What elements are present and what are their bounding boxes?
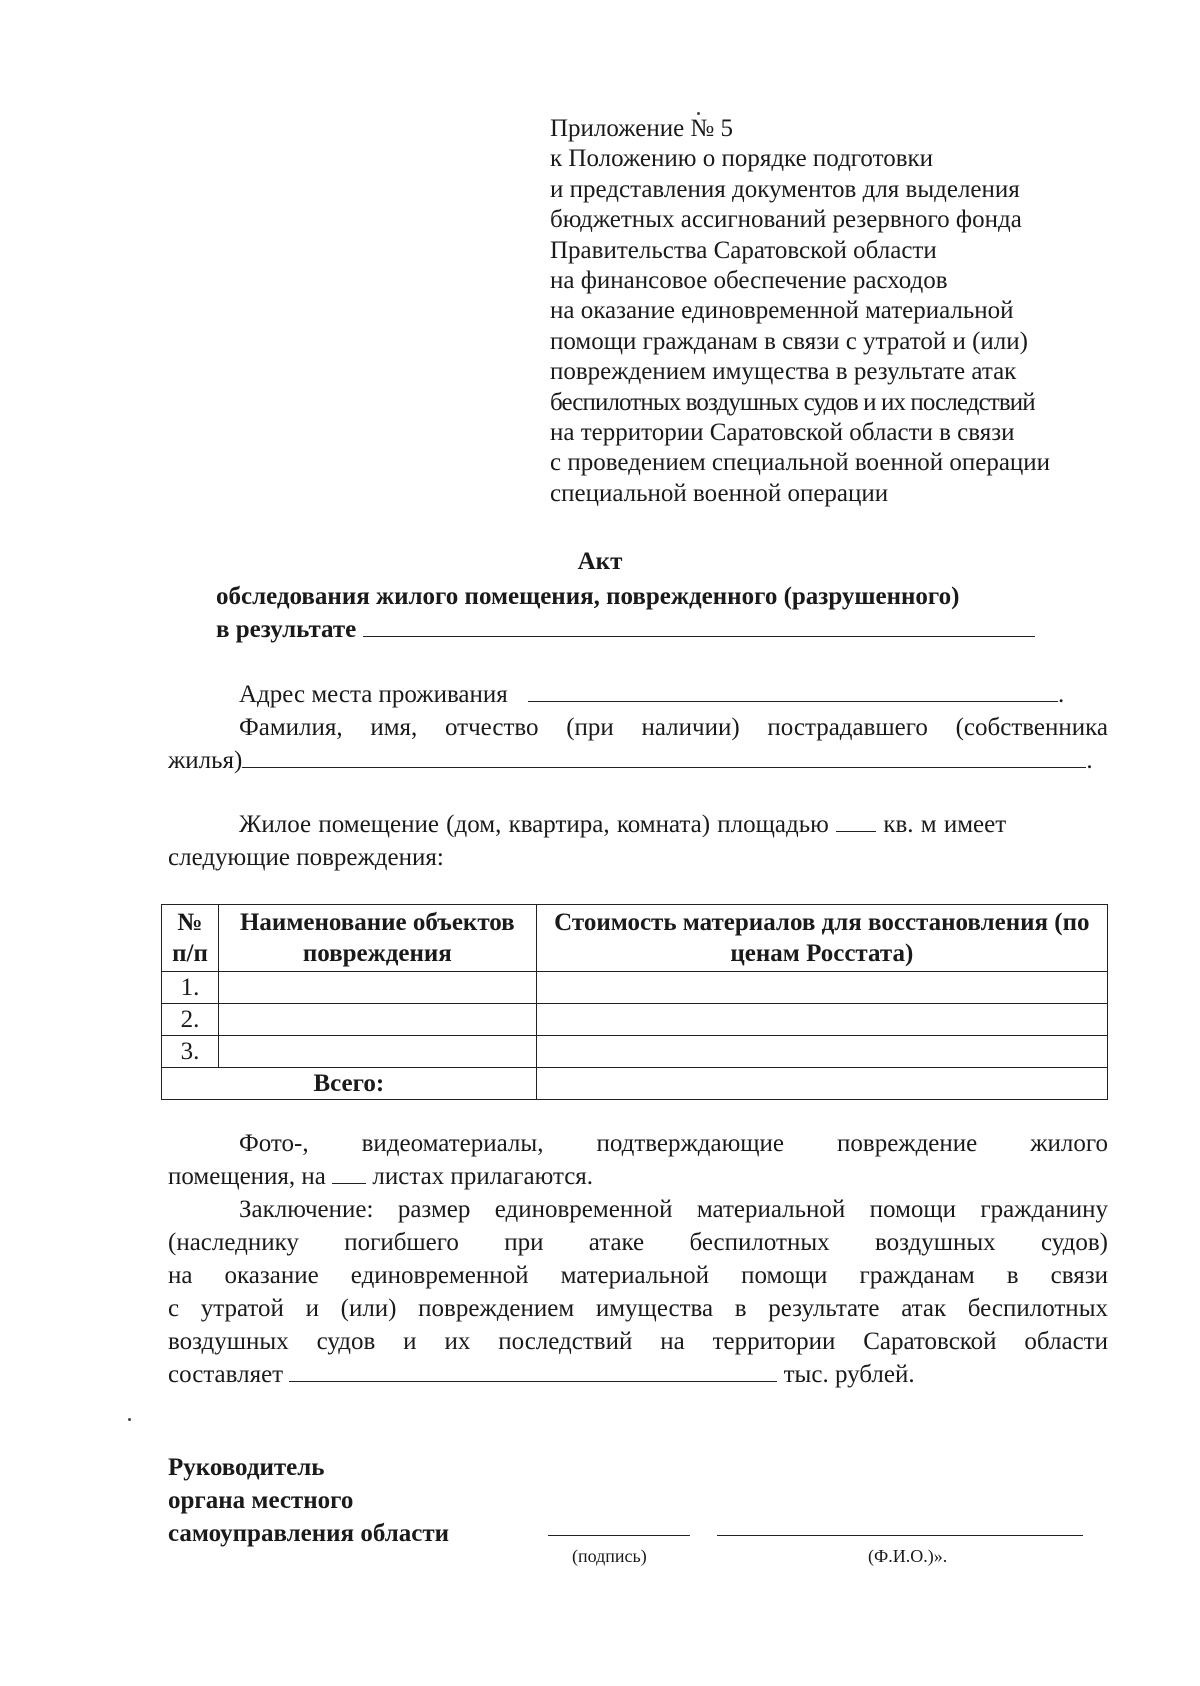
act-title: Акт [577,548,623,575]
photos-block [168,1127,1108,1193]
signer-line: самоуправления области [168,1520,450,1547]
result-blank[interactable] [363,614,1035,637]
row-num: 1. [162,972,219,1004]
victim-prefix: жилья) [168,747,243,774]
conclusion-block [168,1193,1108,1391]
full-name-caption: (Ф.И.О.)». [868,1546,948,1566]
appendix-line: бюджетных ассигнований резервного фонда [550,206,1022,234]
total-cost-cell[interactable] [536,1068,1107,1100]
appendix-line: на оказание единовременной материальной [550,297,1014,325]
row-name-cell[interactable] [218,972,536,1004]
scan-speck [128,1418,131,1421]
conclusion-line1: Заключение: размер единовременной материальной помощи гражданину [239,1196,1108,1223]
signature-blank[interactable] [548,1535,690,1536]
address-end: . [1058,681,1065,708]
act-subtitle [216,580,1035,646]
victim-blank[interactable] [242,745,1086,768]
row-name-cell[interactable] [218,1036,536,1068]
premises-line2: следующие повреждения: [168,844,444,871]
header-name: Наименование объектов повреждения [218,905,536,972]
appendix-line: и представления документов для выделения [550,175,1020,203]
photos-text: помещения, на [168,1163,326,1190]
victim-line1: Фамилия, имя, отчество (при наличии) пострадавшего (собственника [239,714,1108,741]
appendix-line: беспилотных воздушных судов и их последствий [550,388,1035,416]
appendix-line: помощи гражданам в связи с утратой и (или) [550,327,1028,355]
appendix-line: с проведением специальной военной операции [550,449,1051,477]
signature-caption: (подпись) [572,1546,647,1566]
conclusion-line3: на оказание единовременной материальной помощи гражданам в связи [168,1262,1108,1289]
premises-line1 [168,808,1108,841]
victim-end: . [1086,747,1093,774]
victim-line2 [168,744,1108,777]
act-subtitle-line1: обследования жилого помещения, поврежденного (разрушенного) [216,583,960,610]
appendix-line: на территории Саратовской области в связи [550,419,1015,447]
row-num: 3. [162,1036,219,1068]
premises-text: Жилое помещение (дом, квартира, комната) площадью [239,811,829,838]
appendix-block [550,114,1110,509]
row-cost-cell[interactable] [536,1036,1107,1068]
photos-line2 [168,1160,1108,1193]
conclusion-amount-unit: тыс. рублей. [783,1361,915,1388]
conclusion-line6 [168,1358,1108,1391]
header-num: № п/п [162,905,219,972]
appendix-line: Правительства Саратовской области [550,236,937,264]
conclusion-line5: воздушных судов и их последствий на территории Саратовской области [168,1328,1108,1355]
area-blank[interactable] [836,809,876,832]
act-subtitle-result-label: в результате [216,616,357,643]
amount-blank[interactable] [289,1359,777,1382]
act-subtitle-line2 [216,613,1035,646]
total-label: Всего: [162,1068,537,1100]
appendix-line: к Положению о порядке подготовки [550,145,934,173]
conclusion-amount-label: составляет [168,1361,284,1388]
header-cost: Стоимость материалов для восстановления (по ценам Росстата) [536,905,1107,972]
table-row [162,1036,1108,1068]
premises-text-end: кв. м имеет [883,811,1007,838]
premises-block [168,808,1108,874]
victim-block [168,711,1108,777]
signer-line: органа местного [168,1487,354,1514]
address-blank[interactable] [528,679,1058,702]
appendix-line: Приложение № 5 [550,115,734,142]
row-cost-cell[interactable] [536,1004,1107,1036]
sheets-blank[interactable] [332,1161,366,1184]
table-header-row [162,905,1108,972]
table-row [162,1004,1108,1036]
appendix-line: повреждением имущества в результате атак [550,358,1017,386]
signer-title [168,1451,449,1550]
full-name-blank[interactable] [717,1535,1083,1536]
row-name-cell[interactable] [218,1004,536,1036]
signer-line: Руководитель [168,1454,325,1481]
appendix-line: специальной военной операции [550,479,889,507]
row-num: 2. [162,1004,219,1036]
conclusion-line2: (наследнику погибшего при атаке беспилотных воздушных судов) [168,1229,1108,1256]
address-label: Адрес места проживания [239,681,508,708]
address-row [168,678,1108,711]
row-cost-cell[interactable] [536,972,1107,1004]
table-row [162,972,1108,1004]
damage-table [161,904,1108,1100]
table-total-row [162,1068,1108,1100]
photos-text-end: листах прилагаются. [372,1163,594,1190]
conclusion-line4: с утратой и (или) повреждением имущества в результате атак беспилотных [168,1295,1108,1322]
appendix-line: на финансовое обеспечение расходов [550,267,948,295]
photos-line1: Фото-, видеоматериалы, подтверждающие повреждение жилого [239,1130,1108,1157]
scan-speck [697,112,700,115]
